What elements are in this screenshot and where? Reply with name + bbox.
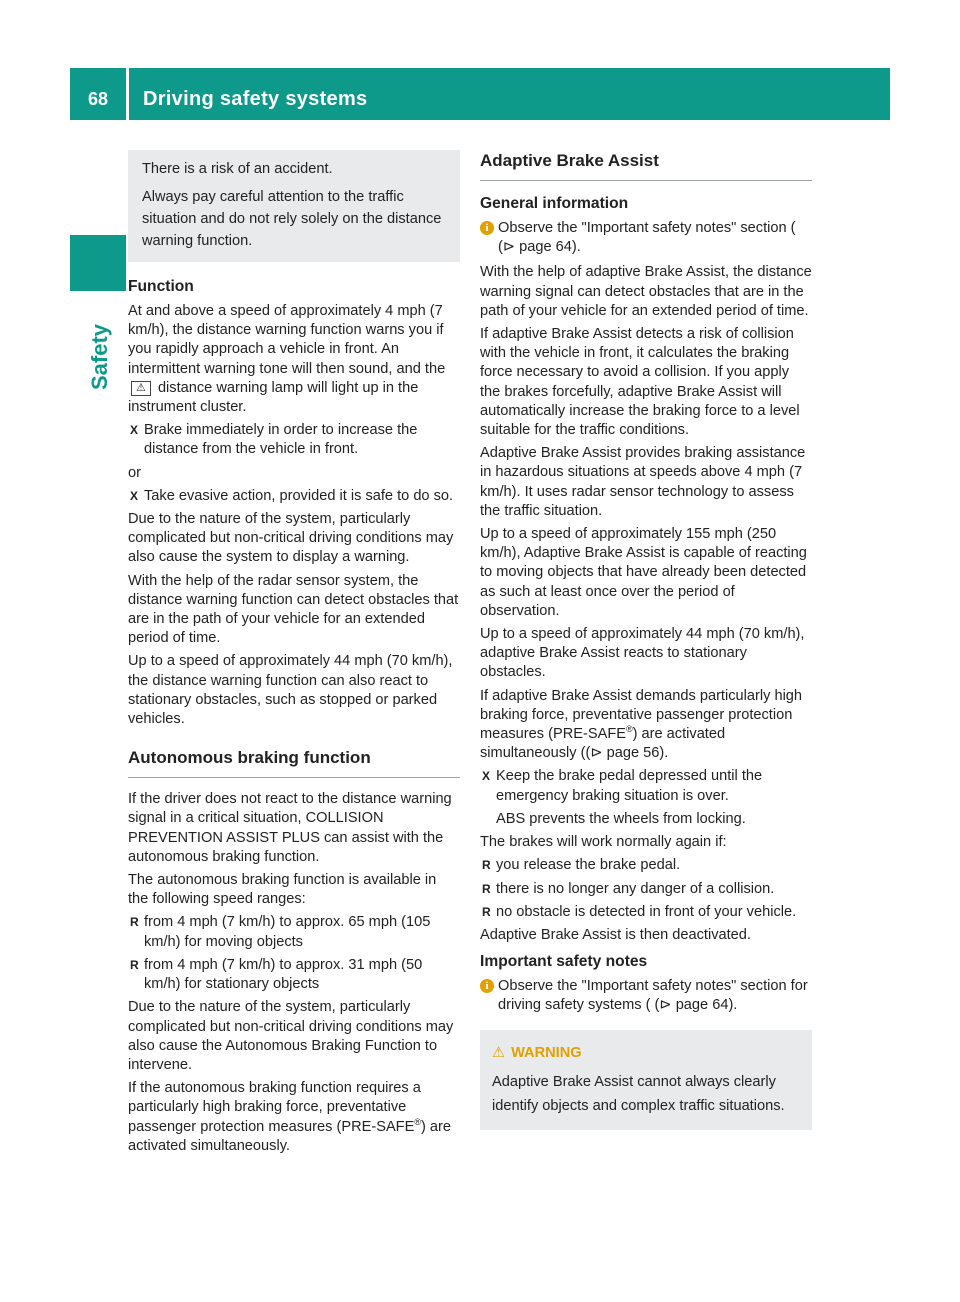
registered-mark: ® <box>414 1116 421 1127</box>
function-paragraph: At and above a speed of approximately 4 mph (7 km/h), the distance warning function warns you if you rapidly approach a vehicle in front. An intermittent warning tone will then sound, and the ⚠ distance warning lamp will light up in the instrument cluster. <box>128 303 446 416</box>
paragraph: The autonomous braking function is available in the following speed ranges: <box>128 872 437 908</box>
xref-arrow-icon: (⊳ <box>654 997 672 1014</box>
sidebar-label: Safety <box>87 323 112 390</box>
info-icon: i <box>480 979 494 993</box>
paragraph: If adaptive Brake Assist detects a risk of collision with the vehicle in front, it calculates the braking force necessary to avoid a collision. If you apply the brakes forcefully, adaptive Brake Assist will automatically increase the braking force to a level suitable for the traffic conditions. <box>480 326 800 439</box>
paragraph: Due to the nature of the system, particularly complicated but non-critical driving conditions may also cause the Autonomous Braking Function to intervene. <box>128 999 454 1073</box>
paragraph: With the help of adaptive Brake Assist, the distance warning signal can detect obstacles that are in the path of your vehicle for an extended period of time. <box>480 264 812 319</box>
paragraph: If the autonomous braking function requires a particularly high braking force, preventative passenger protection measures (PRE-SAFE®) are activated simultaneously. <box>128 1080 451 1154</box>
page-link[interactable]: (⊳ page 64). <box>654 997 738 1014</box>
warning-box <box>480 1030 812 1130</box>
header-divider <box>126 68 129 120</box>
action-arrow-icon: X <box>482 769 491 784</box>
action-arrow-icon: X <box>130 488 139 503</box>
or-text: or <box>128 464 141 481</box>
paragraph: Adaptive Brake Assist provides braking assistance in hazardous situations at speeds above 4 mph (7 km/h). It uses radar sensor technology to assess the traffic situation. <box>480 445 806 519</box>
autonomous-braking-heading: Autonomous braking function <box>128 747 460 778</box>
page-link[interactable]: (⊳ page 56). <box>585 745 669 762</box>
list-item: R no obstacle is detected in front of your vehicle. <box>480 903 812 922</box>
paragraph: Up to a speed of approximately 44 mph (70 km/h), the distance warning function can also react to stationary obstacles, such as stopped or parked vehicles. <box>128 653 453 728</box>
list-item: R you release the brake pedal. <box>480 856 812 875</box>
risk-box <box>128 150 460 262</box>
general-information-heading: General information <box>480 195 629 212</box>
paragraph: Up to a speed of approximately 44 mph (70 km/h), adaptive Brake Assist reacts to stationary obstacles. <box>480 626 805 681</box>
warning-header: ⚠ WARNING <box>492 1044 582 1061</box>
risk-line-1: There is a risk of an accident. <box>142 161 333 177</box>
right-column <box>480 150 812 1144</box>
risk-line-2: Always pay careful attention to the traffic situation and do not rely solely on the distance warning function. <box>142 189 442 249</box>
warning-text: Adaptive Brake Assist cannot always clearly identify objects and complex traffic situations. <box>492 1073 785 1114</box>
bullet-icon: R <box>482 881 491 896</box>
paragraph: With the help of the radar sensor system, the distance warning function can detect obstacles that are in the path of your vehicle for an extended period of time. <box>128 572 459 647</box>
paragraph: Up to a speed of approximately 155 mph (250 km/h), Adaptive Brake Assist is capable of reacting to moving objects that have already been detected as such at least once over the period of observation. <box>480 526 807 619</box>
section-title: Driving safety systems <box>143 88 368 110</box>
function-heading: Function <box>128 278 194 295</box>
list-item: R there is no longer any danger of a collision. <box>480 880 812 899</box>
action-arrow-icon: X <box>130 423 139 438</box>
bullet-icon: R <box>130 957 139 972</box>
action-item: X Take evasive action, provided it is safe to do so. <box>128 487 460 506</box>
action-result: ABS prevents the wheels from locking. <box>496 810 746 827</box>
action-item: X Keep the brake pedal depressed until the emergency braking situation is over. <box>482 768 763 804</box>
info-note: i Observe the "Important safety notes" section ( (⊳ page 64). <box>480 219 812 257</box>
warning-triangle-icon: ⚠ <box>492 1044 506 1061</box>
page-number: 68 <box>87 89 109 109</box>
sidebar-tab-block <box>70 235 126 291</box>
page-link[interactable]: (⊳ page 64). <box>498 239 581 256</box>
paragraph: Adaptive Brake Assist is then deactivated. <box>480 926 751 943</box>
xref-arrow-icon: (⊳ <box>498 239 516 256</box>
paragraph: The brakes will work normally again if: <box>480 834 727 851</box>
paragraph: If the driver does not react to the distance warning signal in a critical situation, COLLISION PREVENTION ASSIST PLUS can assist with the autonomous braking function. <box>128 791 452 865</box>
bullet-icon: R <box>482 904 491 919</box>
info-note: i Observe the "Important safety notes" section for driving safety systems ( (⊳ page 64). <box>480 977 812 1015</box>
important-safety-notes-heading: Important safety notes <box>480 953 648 971</box>
paragraph: Due to the nature of the system, particularly complicated but non-critical driving conditions may also cause the system to display a warning. <box>128 511 454 566</box>
list-item: R from 4 mph (7 km/h) to approx. 31 mph (50 km/h) for stationary objects <box>130 956 423 993</box>
page-header <box>70 68 890 120</box>
distance-warning-lamp-icon: ⚠ <box>131 381 151 396</box>
xref-arrow-icon: (⊳ <box>585 745 603 762</box>
list-item: R from 4 mph (7 km/h) to approx. 65 mph (105 km/h) for moving objects <box>130 914 431 950</box>
bullet-icon: R <box>482 858 491 873</box>
action-item: X Brake immediately in order to increase the distance from the vehicle in front. <box>130 422 418 458</box>
registered-mark: ® <box>625 724 633 735</box>
info-icon: i <box>480 221 494 235</box>
bullet-icon: R <box>130 915 139 930</box>
adaptive-brake-assist-heading: Adaptive Brake Assist <box>480 150 812 181</box>
left-column <box>128 150 460 1160</box>
paragraph: If adaptive Brake Assist demands particularly high braking force, preventative passenger protection measures (PRE-SAFE®) are activated simultaneously ((⊳ page 56). <box>480 687 803 762</box>
